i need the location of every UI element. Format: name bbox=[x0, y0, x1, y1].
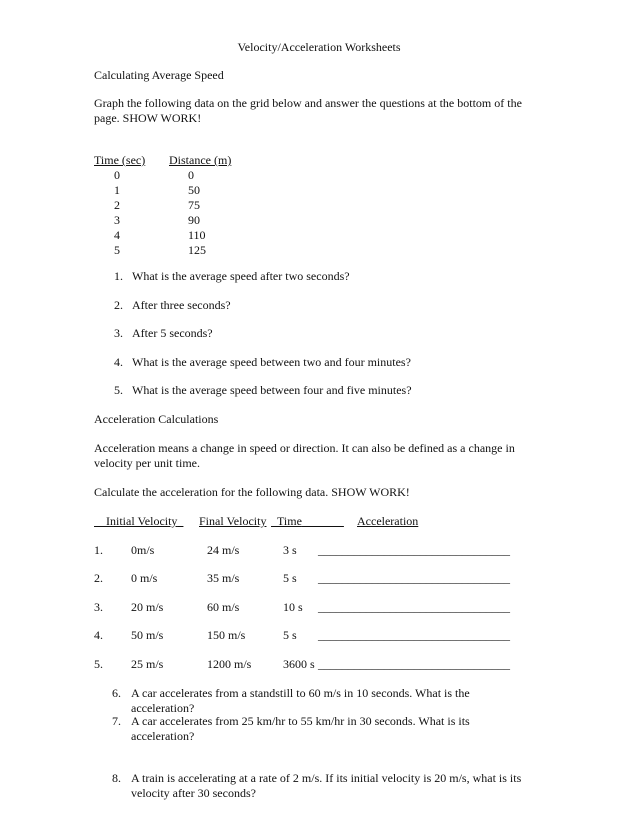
question-number: 8. bbox=[112, 771, 121, 785]
time-cell: 2 bbox=[114, 198, 120, 212]
answer-blank[interactable]: ________________________________ bbox=[318, 543, 510, 557]
final-velocity-cell: 24 m/s bbox=[207, 543, 240, 557]
question-text: After three seconds? bbox=[132, 298, 231, 312]
initial-velocity-header-label: Initial Velocity bbox=[106, 514, 178, 528]
final-velocity-cell: 60 m/s bbox=[207, 600, 240, 614]
section-heading-acceleration: Acceleration Calculations bbox=[94, 412, 219, 426]
question-text: A car accelerates from 25 km/hr to 55 km/hr in 30 seconds. What is its acceleration? bbox=[131, 714, 470, 743]
answer-blank[interactable]: ________________________________ bbox=[318, 571, 510, 585]
row-number: 4. bbox=[94, 628, 103, 642]
time-header: Time (sec) bbox=[94, 153, 146, 167]
distance-cell: 50 bbox=[188, 183, 200, 197]
initial-velocity-cell: 25 m/s bbox=[131, 657, 164, 671]
distance-cell: 75 bbox=[188, 198, 200, 212]
question-text: A car accelerates from a standstill to 60 m/s in 10 seconds. What is the acceleration? bbox=[131, 686, 470, 715]
time-cell: 5 s bbox=[283, 628, 297, 642]
section-heading-speed: Calculating Average Speed bbox=[94, 68, 224, 82]
final-velocity-cell: 35 m/s bbox=[207, 571, 240, 585]
speed-instructions: Graph the following data on the grid below and answer the questions at the bottom of the page. SHOW WORK! bbox=[94, 96, 522, 125]
question-number: 1. bbox=[114, 269, 123, 283]
acceleration-header: Acceleration bbox=[357, 514, 419, 528]
answer-blank[interactable]: ________________________________ bbox=[318, 657, 510, 671]
final-velocity-cell: 150 m/s bbox=[207, 628, 246, 642]
time-cell: 5 bbox=[114, 243, 120, 257]
time-header-2-label: Time bbox=[277, 514, 302, 528]
initial-velocity-cell: 50 m/s bbox=[131, 628, 164, 642]
question-text: What is the average speed after two seconds? bbox=[132, 269, 350, 283]
time-cell: 4 bbox=[114, 228, 120, 242]
time-header-2 bbox=[271, 514, 344, 529]
row-number: 3. bbox=[94, 600, 103, 614]
question-text: What is the average speed between two and four minutes? bbox=[132, 355, 411, 369]
distance-cell: 110 bbox=[188, 228, 206, 242]
question-text: A train is accelerating at a rate of 2 m/s. If its initial velocity is 20 m/s, what is its velocity after 30 seconds? bbox=[131, 771, 522, 800]
initial-velocity-cell: 20 m/s bbox=[131, 600, 164, 614]
distance-cell: 125 bbox=[188, 243, 206, 257]
time-cell: 3 s bbox=[283, 543, 297, 557]
distance-header: Distance (m) bbox=[169, 153, 232, 167]
time-cell: 0 bbox=[114, 168, 120, 182]
time-cell: 5 s bbox=[283, 571, 297, 585]
page-title: Velocity/Acceleration Worksheets bbox=[237, 40, 401, 54]
initial-velocity-cell: 0m/s bbox=[131, 543, 155, 557]
row-number: 1. bbox=[94, 543, 103, 557]
final-velocity-cell: 1200 m/s bbox=[207, 657, 252, 671]
distance-cell: 90 bbox=[188, 213, 200, 227]
question-text: After 5 seconds? bbox=[132, 326, 213, 340]
time-cell: 3 bbox=[114, 213, 120, 227]
time-cell: 10 s bbox=[283, 600, 303, 614]
question-number: 6. bbox=[112, 686, 121, 700]
answer-blank[interactable]: ________________________________ bbox=[318, 600, 510, 614]
initial-velocity-cell: 0 m/s bbox=[131, 571, 158, 585]
acceleration-instructions: Calculate the acceleration for the following data. SHOW WORK! bbox=[94, 485, 410, 499]
distance-cell: 0 bbox=[188, 168, 194, 182]
row-number: 5. bbox=[94, 657, 103, 671]
question-number: 3. bbox=[114, 326, 123, 340]
question-number: 4. bbox=[114, 355, 123, 369]
time-cell: 1 bbox=[114, 183, 120, 197]
question-text: What is the average speed between four and five minutes? bbox=[132, 383, 412, 397]
initial-velocity-header bbox=[94, 514, 183, 529]
acceleration-definition: Acceleration means a change in speed or direction. It can also be defined as a change in velocity per unit time. bbox=[94, 441, 515, 470]
answer-blank[interactable]: ________________________________ bbox=[318, 628, 510, 642]
question-number: 7. bbox=[112, 714, 121, 728]
row-number: 2. bbox=[94, 571, 103, 585]
final-velocity-header: Final Velocity bbox=[199, 514, 267, 528]
time-cell: 3600 s bbox=[283, 657, 315, 671]
question-number: 2. bbox=[114, 298, 123, 312]
question-number: 5. bbox=[114, 383, 123, 397]
